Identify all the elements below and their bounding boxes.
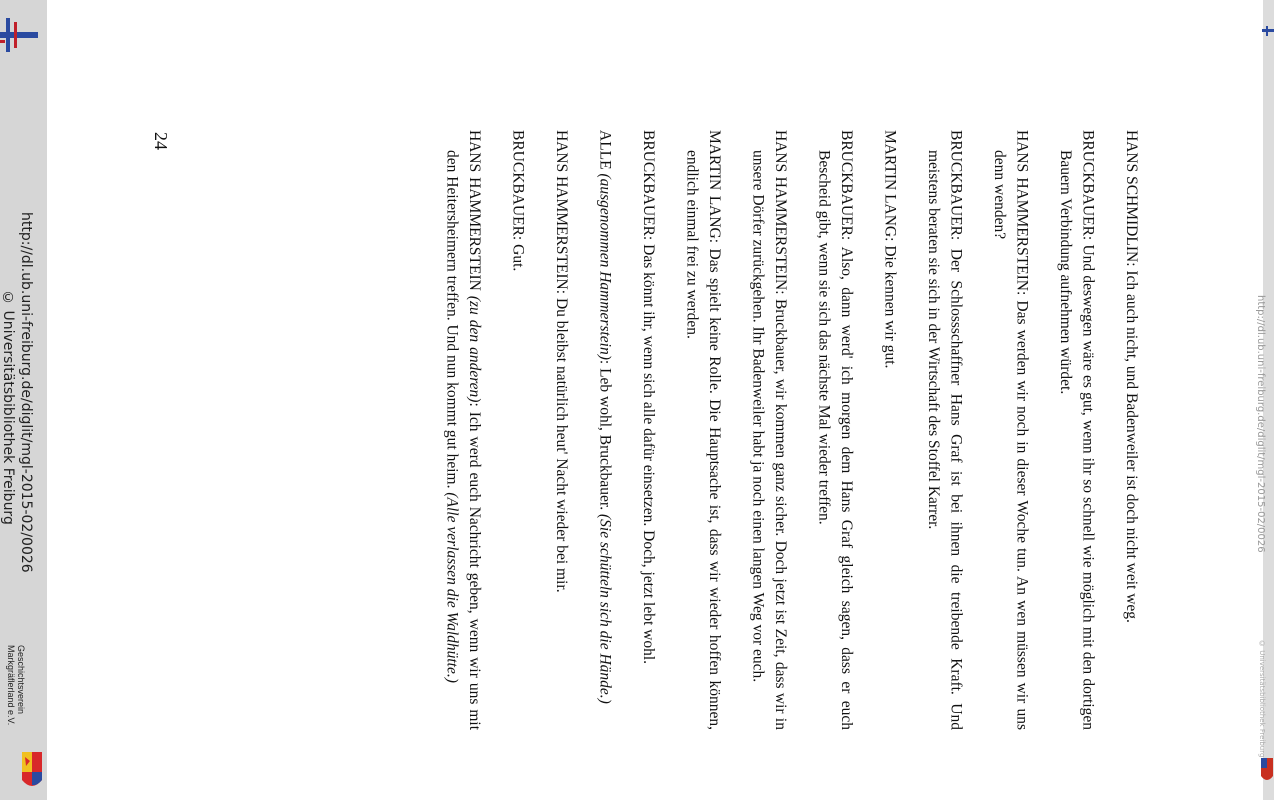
stage-direction: (Alle verlassen die Waldhütte.) bbox=[443, 492, 461, 684]
library-copyright: © Universitätsbibliothek Freiburg bbox=[0, 290, 16, 525]
speech: : Leb wohl, Bruckbauer. bbox=[596, 359, 614, 511]
dialogue-line bbox=[812, 130, 857, 730]
speaker: BRUCKBAUER: bbox=[947, 130, 965, 241]
speech: Und deswegen wäre es gut, wenn ihr so schnell wie möglich mit den dortigen Bauern Verbindung aufnehmen würdet. bbox=[1057, 150, 1097, 730]
dialogue-line bbox=[680, 130, 725, 730]
stage-direction: (ausgenommen Hammerstein) bbox=[596, 173, 614, 360]
speech: Gut. bbox=[509, 240, 527, 272]
mirrored-library-label: © Universitätsbibliothek Freiburg bbox=[1258, 640, 1266, 758]
verein-label bbox=[6, 645, 26, 725]
dialogue-line bbox=[1120, 130, 1143, 730]
speech: Das könnt ihr, wenn sich alle dafür einsetzen. Doch, jetzt lebt wohl. bbox=[640, 240, 657, 665]
dialogue-line bbox=[637, 130, 660, 730]
dialogue-line bbox=[550, 130, 573, 730]
speaker: BRUCKBAUER: bbox=[640, 130, 657, 241]
speaker: MARTIN LANG: bbox=[881, 130, 899, 242]
speech: Die kennen wir gut. bbox=[881, 241, 899, 369]
speech: : Ich werd euch Nachricht geben, wenn wir uns mit den Heitersheimern treffen. Und nun kommt gut heim. bbox=[443, 150, 483, 731]
speech: Bruckbauer, wir kommen ganz sicher. Doch jetzt ist Zeit, dass wir in unsere Dörfer zurückgehen. Ihr Badenweiler habt ja noch einen langen Weg vor euch. bbox=[749, 150, 789, 730]
right-logo-icon bbox=[1262, 26, 1274, 36]
dialogue-line bbox=[746, 130, 791, 730]
speaker: HANS HAMMERSTEIN: bbox=[1013, 130, 1031, 296]
speech: Du bleibst natürlich heut' Nacht wieder bei mir. bbox=[553, 294, 570, 593]
dialogue-line bbox=[440, 130, 485, 730]
speech: Das spielt keine Rolle. Die Hauptsache ist, dass wir wieder hoffen können, endlich einmal frei zu werden. bbox=[683, 150, 723, 731]
speaker: HANS HAMMERSTEIN: bbox=[553, 130, 570, 295]
speaker: HANS HAMMERSTEIN: bbox=[772, 130, 789, 295]
dialogue-line bbox=[878, 130, 901, 730]
stage-direction: (zu den anderen) bbox=[466, 295, 483, 403]
stage-direction: (Sie schütteln sich die Hände.) bbox=[596, 514, 614, 704]
speech: Ich auch nicht, und Badenweiler ist doch nicht weit weg. bbox=[1123, 266, 1140, 623]
speech: Also, dann werd' ich morgen dem Hans Graf gleich sagen, dass er euch Bescheid gibt, wenn sie sich das nächste Mal wieder treffen. bbox=[815, 150, 855, 730]
speaker: ALLE bbox=[596, 130, 614, 170]
speech: Der Schlossschaffner Hans Graf ist bei ihnen die treibende Kraft. Und meistens beraten sie sich in der Wirtschaft des Stoffel Karrer. bbox=[925, 150, 965, 730]
speaker: BRUCKBAUER: bbox=[509, 130, 527, 241]
library-logo-icon bbox=[0, 18, 38, 52]
play-dialogue bbox=[372, 130, 1142, 730]
dialogue-line bbox=[593, 130, 616, 730]
speaker: BRUCKBAUER: bbox=[1079, 130, 1097, 241]
dialogue-line bbox=[922, 130, 967, 730]
speech: Das werden wir noch in dieser Woche tun. An wen müssen wir uns denn wenden? bbox=[991, 150, 1031, 730]
dialogue-line bbox=[1054, 130, 1099, 730]
dialogue-line bbox=[988, 130, 1033, 730]
verein-line-2: Markgräflerland e.V. bbox=[6, 645, 16, 726]
page-number: 24 bbox=[151, 132, 171, 150]
dialogue-line bbox=[506, 130, 529, 730]
verein-line-1: Geschichtsverein bbox=[16, 645, 26, 715]
right-crest-icon bbox=[1261, 758, 1273, 784]
mirrored-header-url: http://dl.ub.uni-freiburg.de/diglit/mgl-2015-02/0026 bbox=[1255, 295, 1266, 553]
speaker: HANS SCHMIDLIN: bbox=[1123, 130, 1140, 267]
coat-of-arms-icon bbox=[22, 752, 42, 792]
speaker: MARTIN LANG: bbox=[706, 130, 723, 244]
speaker: HANS HAMMERSTEIN bbox=[466, 130, 483, 291]
speaker: BRUCKBAUER: bbox=[838, 130, 855, 241]
source-url: http://dl.ub.uni-freiburg.de/diglit/mgl-2015-02/0026 bbox=[18, 212, 34, 573]
